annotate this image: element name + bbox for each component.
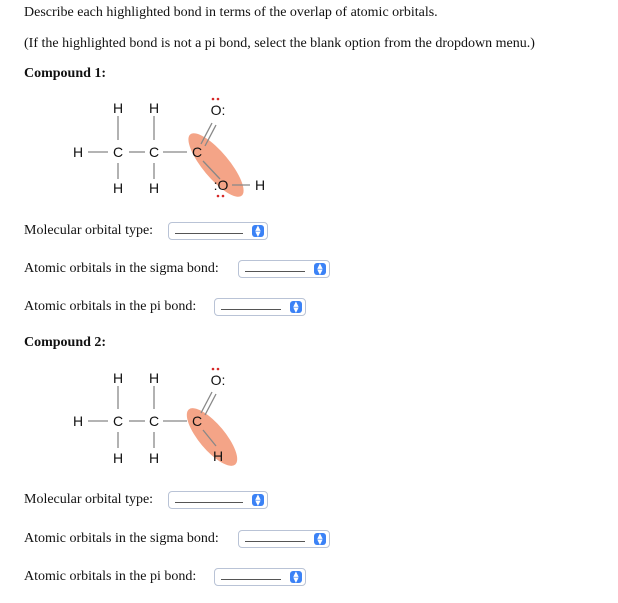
- compound2-molecular-orbital-dropdown[interactable]: [168, 491, 268, 509]
- compound2-pi-dropdown[interactable]: [214, 568, 306, 586]
- instruction-line-1: Describe each highlighted bond in terms of the overlap of atomic orbitals.: [24, 5, 438, 20]
- compound1-atom-c: C: [112, 144, 124, 160]
- compound2-atom-h: H: [72, 413, 84, 429]
- compound1-atom-c: C: [148, 144, 160, 160]
- dropdown-blank-option: [221, 579, 281, 580]
- compound2-structure: [60, 366, 280, 474]
- compound2-atom-h: H: [112, 370, 124, 386]
- compound1-pi-label: Atomic orbitals in the pi bond:: [24, 299, 197, 314]
- compound1-atom-h: H: [112, 180, 124, 196]
- dropdown-blank-option: [221, 309, 281, 310]
- compound1-heading: Compound 1:: [24, 66, 107, 81]
- compound1-atom-o-top: O:: [210, 102, 226, 118]
- dropdown-blank-option: [245, 271, 305, 272]
- compound2-atom-h: H: [148, 450, 160, 466]
- dropdown-blank-option: [245, 541, 305, 542]
- compound1-sigma-label: Atomic orbitals in the sigma bond:: [24, 261, 219, 276]
- up-down-chevron-icon: ▲ ▼: [252, 494, 264, 506]
- compound2-sigma-label: Atomic orbitals in the sigma bond:: [24, 531, 219, 546]
- compound2-atom-o-top: O:: [210, 372, 226, 388]
- compound2-atom-h: H: [112, 450, 124, 466]
- compound2-atom-c: C: [148, 413, 160, 429]
- compound1-atom-h: H: [112, 100, 124, 116]
- compound1-molecular-orbital-label: Molecular orbital type:: [24, 223, 154, 238]
- compound2-atom-c: C: [191, 413, 203, 429]
- compound2-atom-c: C: [112, 413, 124, 429]
- compound1-atom-h-right: H: [254, 177, 266, 193]
- up-down-chevron-icon: ▲ ▼: [314, 263, 326, 275]
- compound2-pi-label: Atomic orbitals in the pi bond:: [24, 569, 197, 584]
- up-down-chevron-icon: ▲ ▼: [290, 301, 302, 313]
- compound1-structure: [60, 95, 280, 207]
- compound2-atom-h-bottom: H: [212, 448, 224, 464]
- compound2-atom-h: H: [148, 370, 160, 386]
- compound1-atom-o-bottom: :O: [213, 177, 229, 193]
- up-down-chevron-icon: ▲ ▼: [252, 225, 264, 237]
- compound1-atom-h: H: [148, 180, 160, 196]
- compound1-pi-dropdown[interactable]: [214, 298, 306, 316]
- compound1-atom-c: C: [191, 144, 203, 160]
- compound1-sigma-dropdown[interactable]: [238, 260, 330, 278]
- compound1-molecular-orbital-dropdown[interactable]: [168, 222, 268, 240]
- up-down-chevron-icon: ▲ ▼: [290, 571, 302, 583]
- compound2-lone-pair-dots: [212, 368, 220, 371]
- up-down-chevron-icon: ▲ ▼: [314, 533, 326, 545]
- compound1-atom-h: H: [148, 100, 160, 116]
- compound2-sigma-dropdown[interactable]: [238, 530, 330, 548]
- dropdown-blank-option: [175, 233, 243, 234]
- instruction-line-2: (If the highlighted bond is not a pi bond, select the blank option from the dropdown menu.): [24, 36, 535, 51]
- compound2-molecular-orbital-label: Molecular orbital type:: [24, 492, 154, 507]
- compound1-atom-h: H: [72, 144, 84, 160]
- dropdown-blank-option: [175, 502, 243, 503]
- compound2-heading: Compound 2:: [24, 335, 107, 350]
